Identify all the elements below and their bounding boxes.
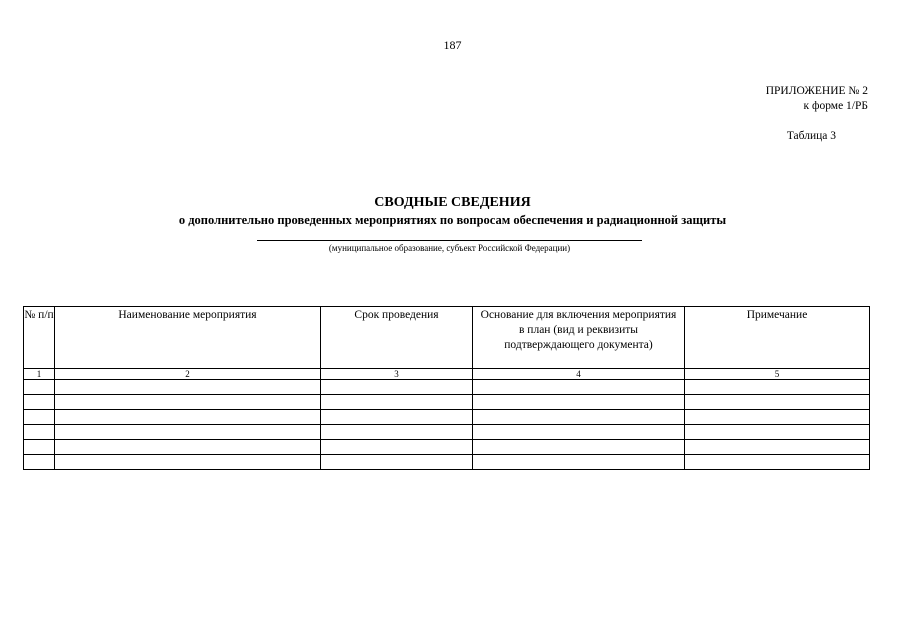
table-cell[interactable] <box>24 455 55 470</box>
header-basis: Основание для включения мероприятия в план (вид и реквизиты подтверждающего документа) <box>473 307 685 369</box>
table-cell[interactable] <box>55 410 321 425</box>
column-number: 3 <box>321 369 473 380</box>
table-cell[interactable] <box>473 425 685 440</box>
table-cell[interactable] <box>473 395 685 410</box>
table-cell[interactable] <box>473 440 685 455</box>
table-row <box>24 410 870 425</box>
table-cell[interactable] <box>321 395 473 410</box>
table-cell[interactable] <box>55 440 321 455</box>
table-row <box>24 380 870 395</box>
table-row <box>24 395 870 410</box>
document-subtitle: о дополнительно проведенных мероприятиях по вопросам обеспечения и радиационной защиты <box>178 213 727 227</box>
table-cell[interactable] <box>24 380 55 395</box>
table-cell[interactable] <box>321 440 473 455</box>
column-number: 2 <box>55 369 321 380</box>
table-cell[interactable] <box>55 395 321 410</box>
table-cell[interactable] <box>321 455 473 470</box>
page-number: 187 <box>443 38 462 52</box>
fill-in-line <box>257 240 642 241</box>
summary-table <box>23 306 870 470</box>
header-period: Срок проведения <box>321 307 473 369</box>
table-cell[interactable] <box>55 425 321 440</box>
header-number: № п/п <box>24 307 55 369</box>
table-cell[interactable] <box>685 440 870 455</box>
table-cell[interactable] <box>473 380 685 395</box>
column-number: 1 <box>24 369 55 380</box>
table-cell[interactable] <box>685 380 870 395</box>
table-cell[interactable] <box>24 410 55 425</box>
table-cell[interactable] <box>321 380 473 395</box>
table-cell[interactable] <box>24 425 55 440</box>
table-cell[interactable] <box>685 410 870 425</box>
table-cell[interactable] <box>24 395 55 410</box>
table-cell[interactable] <box>55 380 321 395</box>
table-cell[interactable] <box>24 440 55 455</box>
appendix-line: ПРИЛОЖЕНИЕ № 2 <box>765 85 868 97</box>
column-number: 5 <box>685 369 870 380</box>
table-row <box>24 455 870 470</box>
table-cell[interactable] <box>473 410 685 425</box>
table-cell[interactable] <box>685 455 870 470</box>
column-number-row <box>24 369 870 380</box>
table-header-row <box>24 307 870 369</box>
table-label: Таблица 3 <box>786 130 836 142</box>
table-cell[interactable] <box>321 410 473 425</box>
appendix-form-ref: к форме 1/РБ <box>803 100 868 112</box>
table-cell[interactable] <box>55 455 321 470</box>
table-cell[interactable] <box>473 455 685 470</box>
column-number: 4 <box>473 369 685 380</box>
document-title: СВОДНЫЕ СВЕДЕНИЯ <box>374 195 531 210</box>
table-row <box>24 440 870 455</box>
header-event-name: Наименование мероприятия <box>55 307 321 369</box>
table-row <box>24 425 870 440</box>
table-cell[interactable] <box>685 395 870 410</box>
header-note: Примечание <box>685 307 870 369</box>
appendix-block <box>766 84 868 114</box>
fill-in-caption: (муниципальное образование, субъект Российской Федерации) <box>328 243 571 253</box>
table-cell[interactable] <box>685 425 870 440</box>
table-cell[interactable] <box>321 425 473 440</box>
